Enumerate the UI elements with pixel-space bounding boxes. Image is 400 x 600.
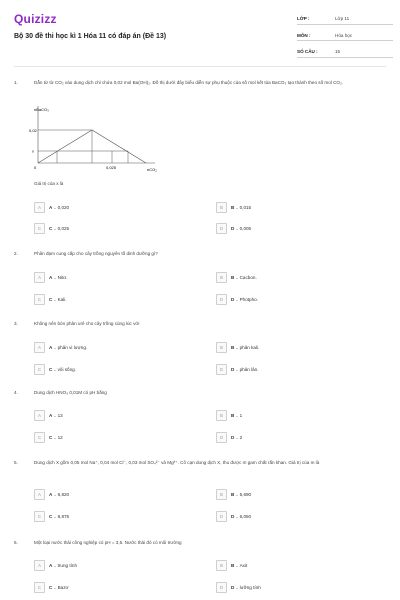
option-text: 13 (57, 413, 63, 418)
option-1-B[interactable]: B B . 0,015 (216, 202, 251, 213)
option-4-B[interactable]: B B . 1 (216, 410, 242, 421)
option-2-D[interactable]: D D . Photpho. (216, 294, 258, 305)
option-6-A[interactable]: A A . trung tính (34, 560, 77, 571)
option-letter: A (49, 413, 53, 418)
option-6-D[interactable]: D D . lưỡng tính (216, 582, 261, 593)
option-letter: C (49, 514, 53, 519)
option-letter-box: A (34, 410, 45, 421)
option-letter-box: A (34, 560, 45, 571)
option-text: 0,020 (57, 205, 70, 210)
option-letter-box: C (34, 582, 45, 593)
option-letter: A (49, 345, 53, 350)
option-text: Bazơ (57, 585, 69, 590)
option-3-C[interactable]: C C . vôi sống. (34, 364, 76, 375)
option-letter-box: B (216, 342, 227, 353)
option-text: 12 (57, 435, 63, 440)
option-6-B[interactable]: B B . Axit (216, 560, 247, 571)
option-3-B[interactable]: B B . phân kali. (216, 342, 259, 353)
option-3-A[interactable]: A A . phân vi lượng. (34, 342, 87, 353)
quizizz-logo: Quizizz (14, 12, 57, 26)
option-letter: D (231, 585, 235, 590)
question-number: 2. (14, 251, 18, 256)
question-number: 5. (14, 460, 18, 465)
graph-y-label: nBaCO₃ (34, 107, 49, 112)
question-text: Dung dịch HNO₃ 0,01M có pH bằng (34, 390, 107, 395)
option-letter: C (49, 585, 53, 590)
question-text: Dung dịch X gồm 0,05 mol Na⁺, 0,04 mol Cl⁻, 0,03 mol SO₄²⁻ và Mg²⁺. Cô cạn dung dịch X, thu được m gam chất rắn khan. Giá trị của m là (34, 460, 320, 465)
option-letter-box: D (216, 511, 227, 522)
option-text: 1 (239, 413, 243, 418)
option-6-C[interactable]: C C . Bazơ (34, 582, 69, 593)
option-text: 0,015 (239, 205, 252, 210)
option-letter: A (49, 492, 53, 497)
option-letter: A (49, 275, 53, 280)
option-2-C[interactable]: C C . Kali. (34, 294, 67, 305)
option-letter-box: C (34, 511, 45, 522)
option-letter-box: C (34, 294, 45, 305)
graph-origin: 0 (34, 165, 37, 170)
meta-value: Hóa học (335, 32, 353, 38)
option-letter: A (49, 563, 53, 568)
option-text: Nitơ. (57, 275, 68, 280)
meta-label: LỚP : (297, 16, 310, 22)
graph-x-label: nCO₂ (147, 167, 157, 172)
option-text: phân vi lượng. (57, 345, 88, 350)
option-text: Axit (239, 563, 248, 568)
option-text: Photpho. (239, 297, 259, 302)
option-letter: B (231, 345, 235, 350)
option-letter-box: A (34, 342, 45, 353)
option-text: Kali. (57, 297, 67, 302)
option-1-C[interactable]: C C . 0,025 (34, 223, 69, 234)
option-4-C[interactable]: C C . 12 (34, 432, 63, 443)
option-letter-box: A (34, 272, 45, 283)
option-letter-box: D (216, 432, 227, 443)
meta-row-class (297, 14, 393, 25)
precipitate-graph (30, 103, 170, 173)
page-title: Bộ 30 đề thi học kì 1 Hóa 11 có đáp án (Đề 13) (14, 33, 167, 40)
question-number: 4. (14, 390, 18, 395)
option-letter-box: D (216, 582, 227, 593)
option-letter-box: A (34, 489, 45, 500)
question-text: Không nên bón phân urê cho cây trồng cùng lúc với (34, 321, 140, 326)
option-text: vôi sống. (57, 367, 76, 372)
option-letter-box: C (34, 364, 45, 375)
option-letter-box: B (216, 489, 227, 500)
option-5-B[interactable]: B B . 5,690 (216, 489, 251, 500)
option-text: 5,690 (239, 492, 252, 497)
option-5-D[interactable]: D D . 6,050 (216, 511, 251, 522)
meta-value: Lớp 11 (335, 16, 350, 22)
meta-row-subject (297, 31, 393, 42)
option-1-A[interactable]: A A . 0,020 (34, 202, 69, 213)
meta-panel (297, 14, 393, 64)
option-letter-box: D (216, 223, 227, 234)
question-number: 1. (14, 80, 18, 85)
graph-y-tick-top: 0,02 (29, 128, 37, 133)
graph-x-tick: 0,025 (106, 165, 117, 170)
option-letter-box: B (216, 202, 227, 213)
option-letter-box: B (216, 272, 227, 283)
option-letter: B (231, 275, 235, 280)
option-letter-box: B (216, 410, 227, 421)
option-4-D[interactable]: D D . 2 (216, 432, 242, 443)
option-3-D[interactable]: D D . phân lân. (216, 364, 259, 375)
option-2-A[interactable]: A A . Nitơ. (34, 272, 68, 283)
option-text: 8,875 (57, 514, 70, 519)
question-number: 3. (14, 321, 18, 326)
option-text: 0,025 (57, 226, 70, 231)
option-letter-box: C (34, 432, 45, 443)
option-letter-box: A (34, 202, 45, 213)
option-text: phân kali. (239, 345, 260, 350)
question-subtext: Giá trị của x là (34, 181, 64, 186)
option-text: 6,820 (57, 492, 70, 497)
option-letter: B (231, 563, 235, 568)
option-text: 0,005 (239, 226, 252, 231)
option-letter: C (49, 226, 53, 231)
option-5-A[interactable]: A A . 6,820 (34, 489, 69, 500)
option-letter-box: B (216, 560, 227, 571)
meta-row-count (297, 47, 393, 58)
question-text: Dẫn từ từ CO₂ vào dung dịch chỉ chứa 0,02 mol Ba(OH)₂. Đồ thị dưới đây biểu diễn sự phụ thuộc của số mol kết tủa BaCO₃ tạo thành theo số mol CO₂. (34, 80, 344, 85)
option-letter: A (49, 205, 53, 210)
meta-label: SỐ CÂU : (297, 49, 318, 55)
option-letter-box: D (216, 294, 227, 305)
option-text: trung tính (57, 563, 78, 568)
option-2-B[interactable]: B B . Cacbon. (216, 272, 257, 283)
option-letter: C (49, 297, 53, 302)
option-letter: C (49, 367, 53, 372)
option-letter: D (231, 297, 235, 302)
option-letter: B (231, 492, 235, 497)
option-letter: B (231, 205, 235, 210)
graph-y-tick-x: x (32, 148, 34, 154)
option-text: lưỡng tính (239, 585, 261, 590)
option-1-D[interactable]: D D . 0,005 (216, 223, 251, 234)
option-5-C[interactable]: C C . 8,875 (34, 511, 69, 522)
option-text: 2 (239, 435, 243, 440)
question-text: Phân đạm cung cấp cho cây trồng nguyên tố dinh dưỡng gì? (34, 251, 158, 256)
option-text: Cacbon. (239, 275, 257, 280)
option-letter: C (49, 435, 53, 440)
option-text: 6,050 (239, 514, 252, 519)
option-letter: D (231, 514, 235, 519)
option-letter: D (231, 226, 235, 231)
option-letter: D (231, 435, 235, 440)
option-4-A[interactable]: A A . 13 (34, 410, 63, 421)
header-divider (14, 66, 386, 67)
option-letter-box: D (216, 364, 227, 375)
option-letter: D (231, 367, 235, 372)
question-number: 6. (14, 540, 18, 545)
option-text: phân lân. (239, 367, 259, 372)
meta-label: MÔN : (297, 32, 311, 38)
meta-value: 15 (335, 49, 341, 55)
question-text: Một loại nước thải công nghiệp có pH = 3,5. Nước thải đó có môi trường (34, 540, 182, 545)
option-letter: B (231, 413, 235, 418)
option-letter-box: C (34, 223, 45, 234)
